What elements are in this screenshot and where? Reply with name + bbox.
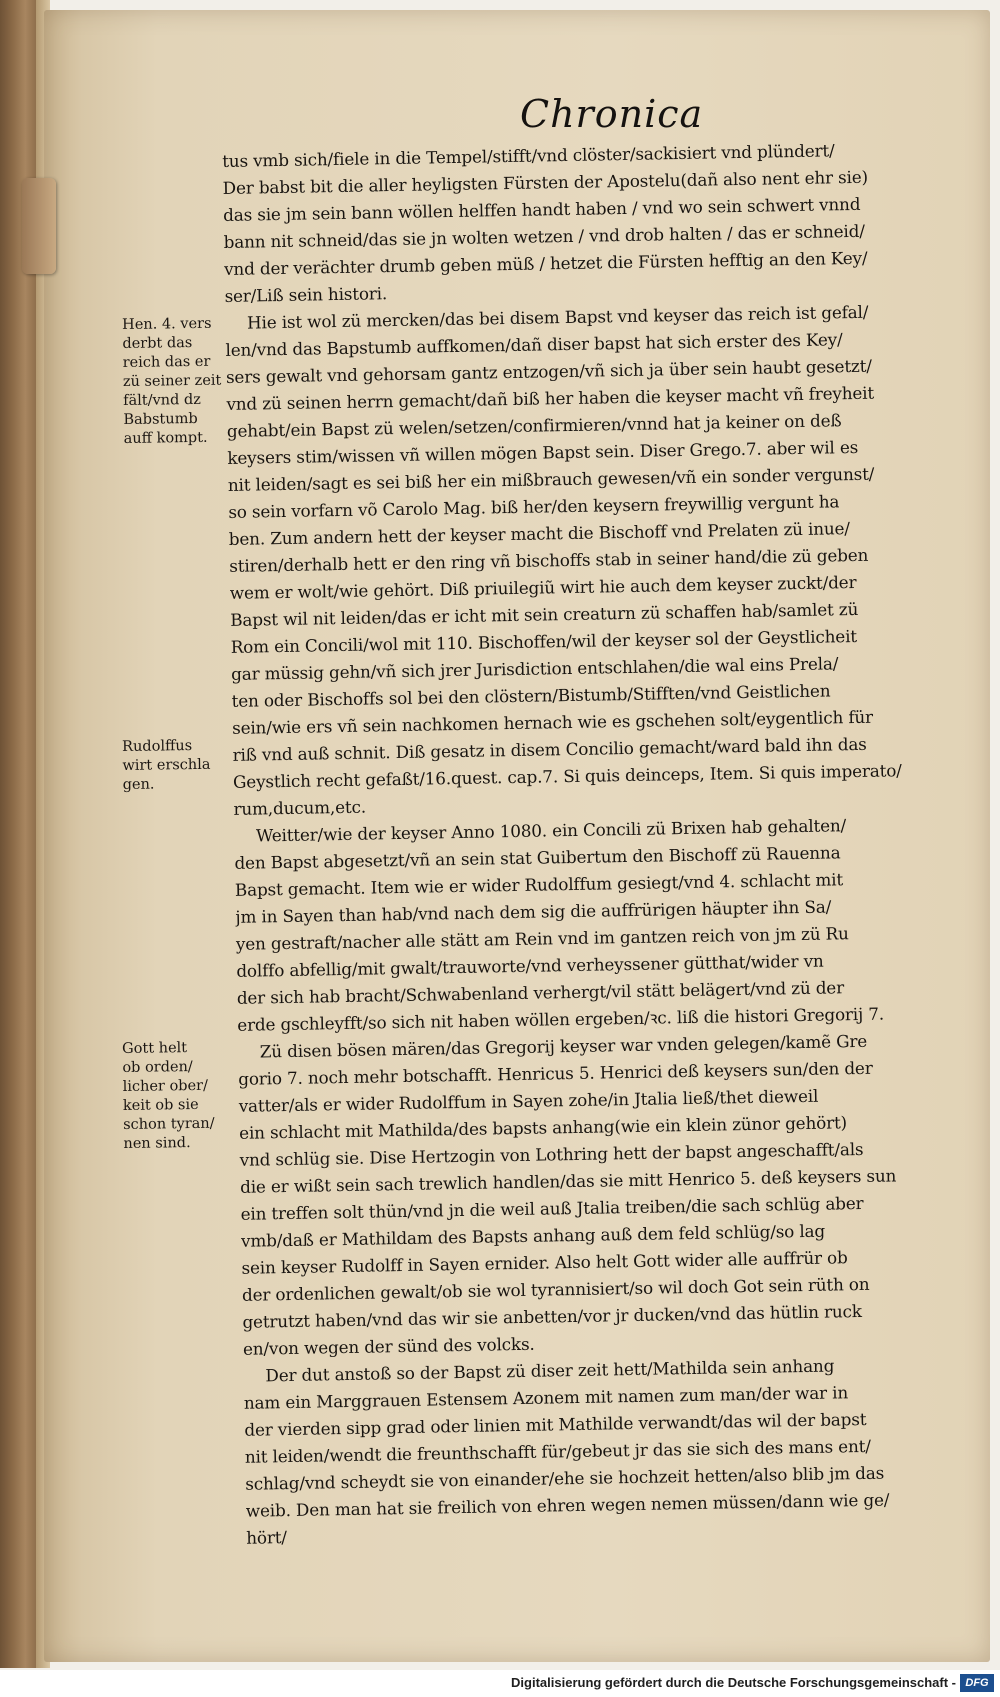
- body-line: Zü disen bösen mären/das Gregorij keyser war vnden gelegen/kamẽ Gre: [259, 1030, 868, 1062]
- body-line: gehabt/ein Bapst zü welen/setzen/confirmieren/vnnd hat ja keiner on deß: [226, 410, 842, 441]
- margin-note-rudolff: [122, 737, 211, 795]
- body-line: sein/wie ers vñ sein nachkomen hernach wie es gschehen solt/eygentlich für: [231, 706, 874, 738]
- body-line: nam ein Marggrauen Estensem Azonem mit namen zum man/der war in: [243, 1382, 849, 1413]
- binding-strap: [22, 178, 56, 274]
- margin-note-line: Gott helt: [122, 1040, 188, 1057]
- body-line: das sie jm sein bann wöllen helffen handt haben / vnd wo sein schwert vnnd: [222, 193, 861, 225]
- margin-note-line: auff kompt.: [123, 429, 208, 447]
- body-line: vatter/als er wider Rudolffum in Sayen zohe/in Jtalia ließ/thet dieweil: [238, 1085, 819, 1116]
- body-line: Weitter/wie der keyser Anno 1080. ein Concili zü Brixen hab gehalten/: [255, 815, 847, 846]
- margin-note-line: Hen. 4. vers: [122, 315, 212, 333]
- body-line: vnd schlüg sie. Dise Hertzogin von Lothring hett der bapst angeschafft/als: [239, 1138, 864, 1170]
- body-line: der sich hab bracht/Schwabenland verhergt/vil stätt belägert/vnd zü der: [236, 977, 845, 1008]
- body-line: der vierden sipp grad oder linien mit Mathilde verwandt/das wil der bapst: [244, 1408, 867, 1440]
- body-line: sers gewalt vnd gehorsam gantz entzogen/vñ sich ja über sein haubt gesetzt/: [225, 355, 872, 387]
- body-line: Geystlich recht gefaßt/16.quest. cap.7. Si quis deinceps, Item. Si quis imperato/: [232, 760, 902, 792]
- body-line: Rom ein Concili/wol mit 110. Bischoffen/wil der keyser sol der Geystlicheit: [230, 625, 858, 657]
- body-line: die er wißt sein sach trewlich handlen/das sie mitt Henrico 5. deß keysers sun: [239, 1165, 897, 1197]
- margin-note-line: ob orden/: [122, 1059, 193, 1076]
- body-line: ein schlacht mit Mathilda/des bapsts anhang(wie ein klein zünor gehört): [239, 1112, 848, 1143]
- page-header: Chronica: [520, 92, 704, 136]
- body-line: ben. Zum andern hett der keyser macht die Bischoff vnd Prelaten zü inue/: [228, 518, 850, 549]
- body-line: nit leiden/wendt die freunthschafft für/gebeut jr das sie sich des mans ent/: [244, 1435, 871, 1467]
- body-line: getrutzt haben/vnd das wir sie anbetten/vor jr ducken/vnd das hütlin ruck: [242, 1301, 862, 1332]
- body-line: Bapst gemacht. Item wie er wider Rudolffum gesiegt/vnd 4. schlacht mit: [234, 869, 844, 900]
- body-line: Bapst wil nit leiden/das er icht mit sein creaturn zü schaffen hab/samlet zü: [230, 598, 859, 630]
- body-line: weib. Den man hat sie freilich von ehren wegen nemen müssen/dann wie ge/: [245, 1489, 890, 1521]
- body-text: [222, 135, 988, 1552]
- margin-note-line: derbt das: [122, 335, 193, 352]
- body-line: den Bapst abgesetzt/vñ an sein stat Guibertum den Bischoff zü Rauenna: [234, 842, 841, 873]
- body-line: ten oder Bischoffs sol bei den clöstern/Bistumb/Stifften/vnd Geistlichen: [231, 680, 831, 711]
- body-line: tus vmb sich/fiele in die Tempel/stifft/vnd clöster/sackisiert vnd plündert/: [222, 140, 835, 171]
- body-line: ser/Liß sein histori.: [224, 283, 388, 306]
- body-line: vnd zü seinen herrn gemacht/dañ biß her haben die keyser macht vñ freyheit: [226, 382, 875, 414]
- body-line: en/von wegen der sünd des volcks.: [242, 1333, 535, 1359]
- body-line: vmb/daß er Mathildam des Bapsts anhang auß dem feld schlüg/so lag: [240, 1220, 826, 1251]
- margin-note-line: wirt erschla: [122, 756, 211, 774]
- body-line: riß vnd auß schnit. Diß gesatz in disem Concilio gemacht/ward bald ihn das: [232, 733, 867, 765]
- body-line: jm in Sayen than hab/vnd nach dem sig die auffrürigen häupter ihn Sa/: [235, 896, 832, 927]
- dfg-logo: DFG: [960, 1674, 994, 1692]
- body-line: yen gestraft/nacher alle stätt am Rein vnd im gantzen reich von jm zü Ru: [235, 923, 849, 954]
- margin-note-line: Rudolffus: [122, 738, 193, 755]
- body-line: sein keyser Rudolff in Sayen ernider. Also helt Gott wider alle auffrür ob: [241, 1247, 848, 1278]
- footer-credit: Digitalisierung gefördert durch die Deutsche Forschungsgemeinschaft -: [511, 1675, 956, 1690]
- margin-note-heinrich: [122, 315, 222, 449]
- body-line: gorio 7. noch mehr botschafft. Henricus 5. Henrici deß keysers sun/den der: [238, 1057, 873, 1089]
- margin-note-line: zü seiner zeit: [122, 372, 222, 390]
- body-line: hört/: [246, 1527, 288, 1548]
- footer-bar: [0, 1670, 1000, 1697]
- body-line: gar müssig gehn/vñ sich jrer Jurisdiction entschlahen/die wal eins Prela/: [231, 653, 839, 684]
- body-line: vnd der verächter drumb geben müß / hetzet die Fürsten hefftig an den Key/: [223, 247, 868, 279]
- margin-note-line: schon tyran/: [123, 1115, 215, 1133]
- margin-note-gott: [122, 1039, 215, 1154]
- margin-note-line: nen sind.: [123, 1135, 191, 1152]
- body-line: len/vnd das Bapstumb auffkomen/dañ diser bapst hat sich erster des Key/: [225, 329, 843, 360]
- margin-note-line: keit ob sie: [122, 1096, 199, 1114]
- margin-note-line: reich das er: [122, 353, 211, 371]
- body-line: nit leiden/sagt es sei biß her ein mißbrauch gewesen/vñ ein sonder vergunst/: [227, 463, 875, 495]
- body-line: dolffo abfellig/mit gwalt/trauworte/vnd verheyssener gütthat/wider vn: [236, 950, 824, 981]
- body-line: stiren/derhalb hett er den ring vñ bischoffs stab in seiner hand/die zü geben: [229, 544, 869, 576]
- body-line: Der dut anstoß so der Bapst zü diser zeit hett/Mathilda sein anhang: [265, 1355, 835, 1386]
- body-line: ein treffen solt thün/vnd jn die weil auß Jtalia treiben/die sach schlüg aber: [240, 1192, 864, 1224]
- body-line: bann nit schneid/das sie jn wolten wetzen / vnd drob halten / das er schneid/: [223, 220, 865, 252]
- body-line: keysers stim/wissen vñ willen mögen Bapst sein. Diser Grego.7. aber wil es: [227, 436, 859, 468]
- body-line: Hie ist wol zü mercken/das bei disem Bapst vnd keyser das reich ist gefal/: [246, 301, 869, 333]
- margin-note-line: licher ober/: [122, 1077, 209, 1095]
- body-line: der ordenlichen gewalt/ob sie wol tyrannisiert/so wil doch Got sein rüth on: [241, 1273, 870, 1305]
- body-line: schlag/vnd scheydt sie von einander/ehe sie hochzeit hetten/also blib jm das: [245, 1462, 885, 1494]
- margin-note-line: Babstumb: [123, 410, 198, 428]
- margin-note-line: fält/vnd dz: [123, 391, 202, 409]
- body-line: wem er wolt/wie gehört. Diß priuilegiũ wirt hie auch dem keyser zuckt/der: [229, 571, 857, 603]
- margin-note-line: gen.: [122, 776, 155, 793]
- body-line: so sein vorfarn võ Carolo Mag. biß her/den keysern freywillig vergunt ha: [228, 491, 840, 522]
- body-line: rum,ducum,etc.: [233, 796, 367, 819]
- body-line: Der babst bit die aller heyligsten Fürsten der Apostelu(dañ also nent ehr sie): [222, 166, 869, 198]
- body-line: erde gschleyfft/so sich nit haben wöllen ergeben/ꝛc. liß die histori Gregorij 7.: [237, 1003, 885, 1035]
